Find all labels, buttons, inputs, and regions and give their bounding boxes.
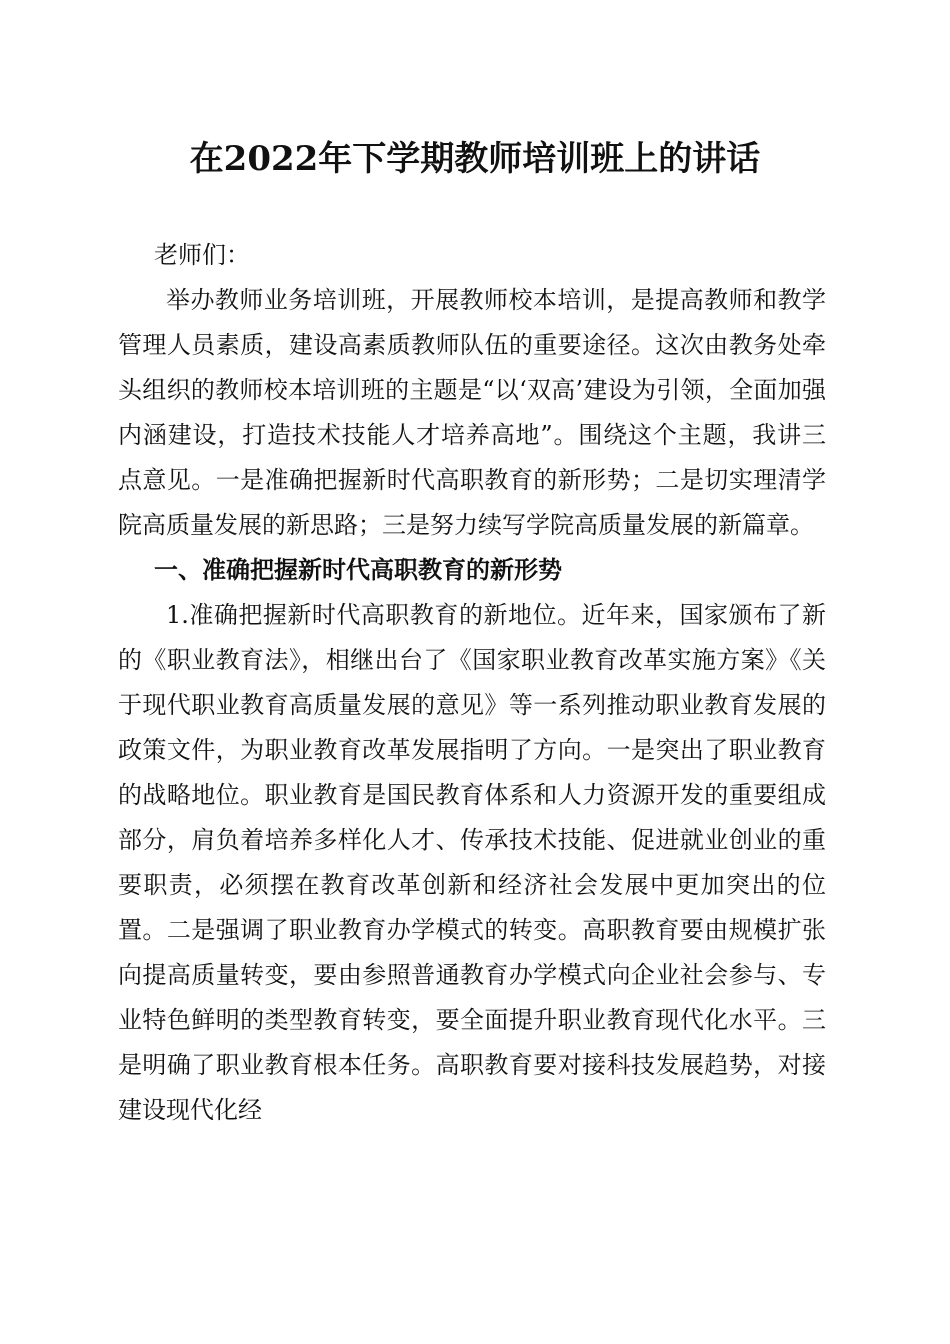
intro-paragraph: 举办教师业务培训班，开展教师校本培训，是提高教师和教学管理人员素质，建设高素质教师队伍的重要途径。这次由教务处牵头组织的教师校本培训班的主题是“以‘双高’建设为引领，全面加强内涵建设，打造技术技能人才培养高地”。围绕这个主题，我讲三点意见。一是准确把握新时代高职教育的新形势；二是切实理清学院高质量发展的新思路；三是努力续写学院高质量发展的新篇章。 bbox=[118, 286, 826, 539]
section-heading-1: 一、准确把握新时代高职教育的新形势 bbox=[154, 556, 562, 584]
document-body bbox=[118, 233, 826, 1133]
salutation: 老师们： bbox=[154, 241, 250, 269]
document-title: 在2022年下学期教师培训班上的讲话 bbox=[189, 139, 761, 179]
section1-paragraph-1: 1.准确把握新时代高职教育的新地位。近年来，国家颁布了新的《职业教育法》，相继出台了《国家职业教育改革实施方案》《关于现代职业教育高质量发展的意见》等一系列推动职业教育发展的政策文件，为职业教育改革发展指明了方向。一是突出了职业教育的战略地位。职业教育是国民教育体系和人力资源开发的重要组成部分，肩负着培养多样化人才、传承技术技能、促进就业创业的重要职责，必须摆在教育改革创新和经济社会发展中更加突出的位置。二是强调了职业教育办学模式的转变。高职教育要由规模扩张向提高质量转变，要由参照普通教育办学模式向企业社会参与、专业特色鲜明的类型教育转变，要全面提升职业教育现代化水平。三是明确了职业教育根本任务。高职教育要对接科技发展趋势，对接建设现代化经 bbox=[118, 601, 826, 1124]
